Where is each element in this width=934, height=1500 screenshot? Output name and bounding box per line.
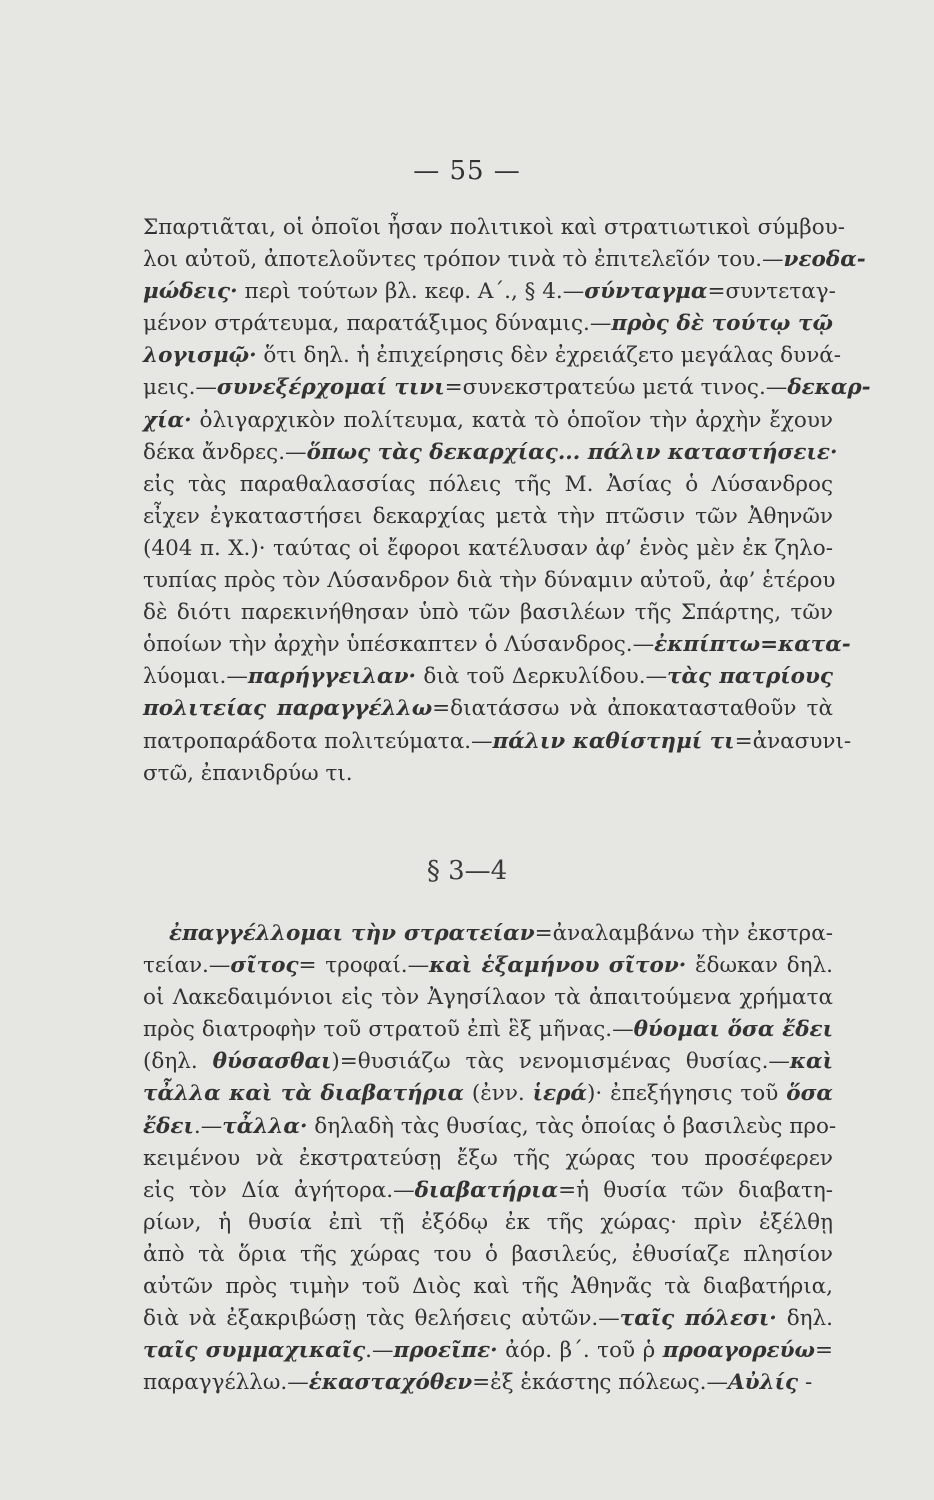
text-line — [143, 661, 833, 693]
text-line — [143, 1078, 833, 1110]
text-line — [143, 276, 836, 308]
lemma-term: τἆλλα· — [222, 1113, 308, 1139]
lemma-term: δεκαρ- — [787, 375, 871, 401]
lemma-term: ταῖς συμμαχικαῖς — [143, 1338, 366, 1364]
lemma-term: λογισμῷ· — [143, 343, 257, 369]
text-run: διὰ τοῦ Δερκυλίδου.— — [416, 664, 668, 690]
page-number: — 55 — — [413, 156, 521, 186]
text-run: =συνεκστρατεύω μετά τινος.— — [444, 375, 788, 401]
lemma-term: πάλιν καθίστημί τι — [492, 728, 735, 754]
text-line — [143, 1046, 833, 1078]
text-run: ἔδωκαν δηλ. — [686, 953, 833, 979]
text-run: .— — [193, 1113, 223, 1139]
text-run: λοι αὐτοῦ, ἀποτελοῦντες τρόπον τινὰ τὸ ἐπιτελεῖόν του.— — [143, 247, 784, 273]
text-run: (404 π. Χ.)· ταύτας οἱ ἔφοροι κατέλυσαν ἀφ’ ἑνὸς μὲν ἐκ ζηλο- — [143, 535, 833, 561]
text-run: στῶ, ἐπανιδρύω τι. — [143, 760, 353, 786]
text-run: = — [814, 1338, 833, 1364]
text-run: )· ἐπεξήγησις τοῦ — [586, 1081, 787, 1107]
text-run: διὰ νὰ ἐξακριβώσῃ τὰς θελήσεις αὐτῶν.— — [143, 1306, 620, 1332]
text-run: δέκα ἄνδρες.— — [143, 439, 307, 465]
text-run: )=θυσιάζω τὰς νενομισμένας θυσίας.— — [331, 1049, 790, 1075]
text-run: - — [798, 1370, 813, 1396]
text-line — [143, 693, 833, 725]
lemma-term: θύσασθαι — [212, 1049, 332, 1075]
text-run: ρίων, ἡ θυσία ἐπὶ τῇ ἐξόδῳ ἐκ τῆς χώρας· πρὶν ἐξέλθῃ — [143, 1209, 833, 1235]
text-run: =διατάσσω νὰ ἀποκατασταθοῦν τὰ — [432, 696, 833, 722]
text-line — [143, 758, 833, 790]
text-run: περὶ τούτων βλ. κεφ. Α΄., § 4.— — [237, 279, 585, 305]
text-run: δηλαδὴ τὰς θυσίας, τὰς ὁποίας ὁ βασιλεὺς προ- — [307, 1113, 837, 1139]
text-run: ὁποίων τὴν ἀρχὴν ὑπέσκαπτεν ὁ Λύσανδρος.— — [143, 632, 655, 658]
text-run: = τροφαί.— — [298, 953, 430, 979]
text-run: εἰς τὸν Δία ἀγήτορα.— — [143, 1177, 415, 1203]
text-line — [143, 982, 833, 1014]
text-run: εἶχεν ἐγκαταστήσει δεκαρχίας μετὰ τὴν πτῶσιν τῶν Ἀθηνῶν — [143, 503, 833, 529]
text-run: πατροπαράδοτα πολιτεύματα.— — [143, 728, 493, 754]
text-line — [143, 244, 866, 276]
text-run: μένον στράτευμα, παρατάξιμος δύναμις.— — [143, 311, 612, 337]
text-run: =ἡ θυσία τῶν διαβατη- — [558, 1177, 833, 1203]
text-line — [143, 1303, 833, 1335]
text-line — [143, 1271, 833, 1303]
text-run: =ἀνασυνι- — [734, 728, 852, 754]
text-line — [143, 340, 842, 372]
text-run: δὲ διότι παρεκινήθησαν ὑπὸ τῶν βασιλέων τῆς Σπάρτης, τῶν — [143, 600, 833, 626]
text-line — [143, 1335, 833, 1367]
lemma-term: ἐπαγγέλλομαι τὴν στρατείαν — [169, 921, 535, 946]
text-line — [143, 629, 851, 661]
lemma-term: πρὸς δὲ τούτῳ τῷ — [611, 311, 833, 337]
text-line — [143, 950, 833, 982]
text-line — [143, 1175, 833, 1207]
text-line — [143, 1014, 833, 1046]
lemma-term: νεοδα- — [783, 247, 866, 273]
text-run: τυπίας πρὸς τὸν Λύσανδρον διὰ τὴν δύναμιν αὐτοῦ, ἀφ’ ἑτέρου — [143, 568, 836, 594]
text-run: ἀόρ. β΄. τοῦ ῥ — [497, 1338, 663, 1364]
text-run: τείαν.— — [143, 953, 231, 979]
text-line — [143, 405, 833, 437]
paragraph-commentary-2 — [143, 918, 837, 1399]
text-run: ὀλιγαρχικὸν πολίτευμα, κατὰ τὸ ὁποῖον τὴν ἀρχὴν ἔχουν — [191, 407, 833, 433]
lemma-term: καὶ ἑξαμήνου σῖτον· — [429, 953, 687, 979]
lemma-term: ὅπως τὰς δεκαρχίας... πάλιν καταστήσειε· — [306, 439, 838, 465]
text-line — [143, 437, 838, 469]
text-run: =συντεταγ- — [707, 279, 836, 305]
text-line — [143, 308, 833, 340]
lemma-term: χία· — [143, 407, 192, 433]
text-run: Σπαρτιᾶται, οἱ ὁποῖοι ἦσαν πολιτικοὶ καὶ στρατιωτικοὶ σύμβου- — [143, 215, 845, 240]
text-run: =ἐξ ἑκάστης πόλεως.— — [472, 1370, 728, 1396]
lemma-term: προεῖπε· — [393, 1338, 498, 1364]
text-run: μεις.— — [143, 375, 217, 401]
lemma-term: ἱερά — [532, 1081, 587, 1107]
text-line — [143, 372, 871, 404]
text-line — [143, 918, 833, 950]
text-line — [143, 469, 833, 501]
lemma-term: παρήγγειλαν· — [247, 664, 417, 690]
lemma-term: θύομαι ὅσα ἔδει — [633, 1017, 834, 1043]
lemma-term: ὅσα — [786, 1081, 833, 1107]
lemma-term: Αὐλίς — [727, 1370, 799, 1396]
text-run: (ἐνν. — [463, 1081, 533, 1107]
lemma-term: πολιτείας παραγγέλλω — [143, 696, 433, 722]
lemma-term: διαβατήρια — [414, 1177, 559, 1203]
lemma-term: ἐκπίπτω=κατα- — [654, 632, 851, 658]
text-run: ὅτι δηλ. ἡ ἐπιχείρησις δὲν ἐχρειάζετο μεγάλας δυνά- — [256, 343, 842, 369]
text-line — [143, 565, 836, 597]
text-run: δηλ. — [776, 1306, 833, 1332]
text-run: (δηλ. — [143, 1049, 213, 1075]
lemma-term: τἆλλα καὶ τὰ διαβατήρια — [143, 1081, 464, 1107]
text-line — [143, 1239, 833, 1271]
lemma-term: καὶ — [789, 1049, 833, 1075]
text-line — [143, 597, 833, 629]
text-line — [143, 212, 845, 244]
lemma-term: ταῖς πόλεσι· — [619, 1306, 777, 1332]
text-run: εἰς τὰς παραθαλασσίας πόλεις τῆς Μ. Ἀσίας ὁ Λύσανδρος — [143, 471, 833, 497]
text-run: παραγγέλλω.— — [143, 1370, 309, 1396]
lemma-term: συνεξέρχομαί τινι — [216, 375, 445, 401]
text-run: .— — [365, 1338, 394, 1364]
lemma-term: ἑκασταχόθεν — [308, 1370, 473, 1396]
text-line — [143, 1143, 833, 1175]
text-line — [143, 533, 833, 565]
text-line — [143, 1367, 833, 1399]
text-run: =ἀναλαμβάνω τὴν ἐκστρα- — [534, 921, 833, 946]
text-run: ἀπὸ τὰ ὅρια τῆς χώρας του ὁ βασιλεύς, ἐθυσίαζε πλησίον — [143, 1241, 833, 1267]
text-run: κειμένου νὰ ἐκστρατεύσῃ ἔξω τῆς χώρας του προσέφερεν — [143, 1145, 833, 1171]
lemma-term: μώδεις· — [143, 279, 238, 305]
lemma-term: σῖτος — [230, 953, 299, 979]
text-run: οἱ Λακεδαιμόνιοι εἰς τὸν Ἀγησίλαον τὰ ἀπαιτούμενα χρήματα — [143, 985, 833, 1011]
lemma-term: σύνταγμα — [584, 279, 708, 305]
paragraph-commentary-1 — [143, 212, 871, 790]
text-run: αὐτῶν πρὸς τιμὴν τοῦ Διὸς καὶ τῆς Ἀθηνᾶς τὰ διαβατήρια, — [143, 1274, 833, 1300]
section-heading: § 3—4 — [426, 856, 508, 886]
lemma-term: τὰς πατρίους — [667, 664, 833, 690]
text-run: πρὸς διατροφὴν τοῦ στρατοῦ ἐπὶ ἓξ μῆνας.— — [143, 1017, 634, 1043]
lemma-term: προαγορεύω — [662, 1338, 815, 1364]
text-run: λύομαι.— — [143, 664, 248, 690]
text-line — [143, 1111, 837, 1143]
text-line — [143, 501, 833, 533]
text-line — [143, 1207, 833, 1239]
lemma-term: ἔδει — [143, 1113, 194, 1139]
text-line — [143, 726, 852, 758]
